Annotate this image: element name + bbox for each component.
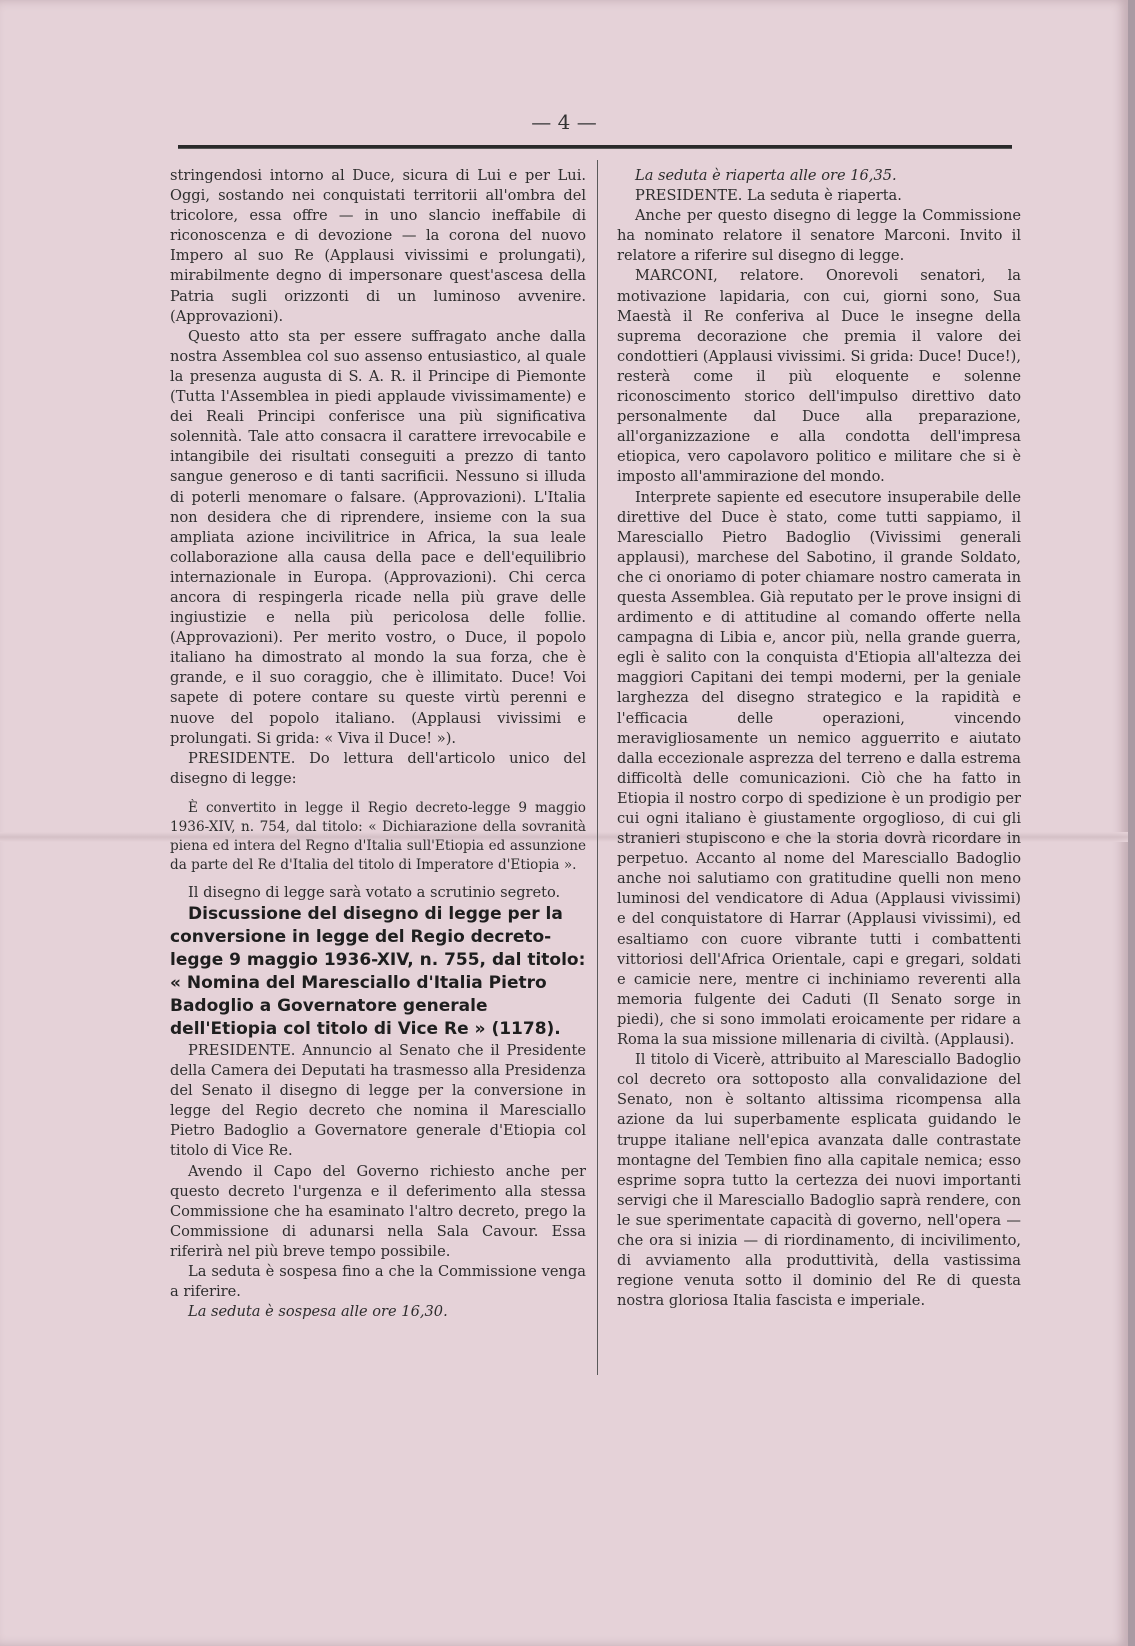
paragraph: La seduta è sospesa fino a che la Commissione venga a riferire.	[170, 1263, 586, 1301]
article-quote: È convertito in legge il Regio decreto-legge 9 maggio 1936-XIV, n. 754, dal titolo: « Dichiarazione della sovranità piena ed intera del Regno d'Italia sull'Etiopia ed assunzione da parte del Re d'Italia del titolo di Imperatore d'Etiopia ».	[170, 799, 586, 873]
left-column	[170, 166, 586, 1322]
paragraph: PRESIDENTE. Do lettura dell'articolo unico del disegno di legge:	[170, 749, 586, 787]
paragraph: stringendosi intorno al Duce, sicura di Lui e per Lui. Oggi, sostando nei conquistati territorii all'ombra del tricolore, essa offre — in uno slancio ineffabile di riconoscenza e di devozione — la corona del nuovo Impero al suo Re (Applausi vivissimi e prolungati), mirabilmente degno di impersonare quest'ascesa della Patria sugli orizzonti di un luminoso avvenire. (Approvazioni).	[170, 167, 586, 325]
page-number: — 4 —	[531, 110, 597, 134]
paragraph: Anche per questo disegno di legge la Commissione ha nominato relatore il senatore Marconi. Invito il relatore a riferire sul disegno di legge.	[617, 207, 1021, 265]
header-rule	[178, 145, 1012, 149]
paragraph: MARCONI, relatore. Onorevoli senatori, la motivazione lapidaria, con cui, giorni sono, Sua Maestà il Re conferiva al Duce le insegne della suprema decorazione che premia il valore dei condottieri (Applausi vivissimi. Si grida: Duce! Duce!), resterà come il più eloquente e solenne riconoscimento storico dell'impulso direttivo dato personalmente dal Duce alla preparazione, all'organizzazione e alla condotta dell'impresa etiopica, vero capolavoro politico e militare che si è imposto all'ammirazione del mondo.	[617, 267, 1021, 486]
paragraph: Avendo il Capo del Governo richiesto anche per questo decreto l'urgenza e il deferimento alla stessa Commissione che ha esaminato l'altro decreto, prego la Commissione di adunarsi nella Sala Cavour. Essa riferirà nel più breve tempo possibile.	[170, 1162, 586, 1260]
column-divider	[597, 160, 598, 1375]
section-heading: Discussione del disegno di legge per la conversione in legge del Regio decreto-legge 9 maggio 1936-XIV, n. 755, dal titolo: « Nomina del Maresciallo d'Italia Pietro Badoglio a Governatore generale dell'Etiopia col titolo di Vice Re » (1178).	[170, 904, 586, 1039]
paragraph: Questo atto sta per essere suffragato anche dalla nostra Assemblea col suo assenso entusiastico, al quale la presenza augusta di S. A. R. il Principe di Piemonte (Tutta l'Assemblea in piedi applaude vivissimamente) e dei Reali Principi conferisce una più significativa solennità. Tale atto consacra il carattere irrevocabile e intangibile dei risultati conseguiti a prezzo di tanto sangue generoso e di tanti sacrificii. Nessuno si illuda di poterli menomare o falsare. (Approvazioni). L'Italia non desidera che di riprendere, insieme con la sua ampliata azione incivilitrice in Africa, la sua leale collaborazione alla causa della pace e dell'equilibrio internazionale in Europa. (Approvazioni). Chi cerca ancora di respingerla ricade nella più grave delle ingiustizie e nella più pericolosa delle follie. (Approvazioni). Per merito vostro, o Duce, il popolo italiano ha dimostrato al mondo la sua forza, che è grande, e il suo coraggio, che è illimitato. Duce! Voi sapete di potere contare su queste virtù perenni e nuove del popolo italiano. (Applausi vivissimi e prolungati. Si grida: « Viva il Duce! »).	[170, 327, 586, 747]
paragraph: Il disegno di legge sarà votato a scrutinio segreto.	[188, 883, 561, 901]
session-note: La seduta è sospesa alle ore 16,30.	[188, 1303, 448, 1321]
paragraph: Il titolo di Vicerè, attribuito al Maresciallo Badoglio col decreto ora sottoposto alla convalidazione del Senato, non è soltanto altissima ricompensa alla azione da lui superbamente esplicata guidando le truppe italiane nell'epica avanzata dalle contrastate montagne del Tembien fino alla capitale nemica; esso esprime sopra tutto la certezza dei nuovi importanti servigi che il Maresciallo Badoglio saprà rendere, con le sue sperimentate capacità di governo, nell'opera — che ora si inizia — di riordinamento, di incivilimento, di avviamento alla produttività, della vastissima regione venuta sotto il dominio del Re di questa nostra gloriosa Italia fascista e imperiale.	[617, 1051, 1021, 1310]
right-column	[617, 166, 1021, 1311]
session-note: La seduta è riaperta alle ore 16,35.	[635, 167, 897, 184]
paragraph: Interprete sapiente ed esecutore insuperabile delle direttive del Duce è stato, come tutti sappiamo, il Maresciallo Pietro Badoglio (Vivissimi generali applausi), marchese del Sabotino, il grande Soldato, che ci onoriamo di poter chiamare nostro camerata in questa Assemblea. Già reputato per le prove insigni di ardimento e di attitudine al comando offerte nella campagna di Libia e, ancor più, nella grande guerra, egli è salito con la conquista d'Etiopia all'altezza dei maggiori Capitani dei tempi moderni, per la geniale larghezza del disegno strategico e la rapidità e l'efficacia delle operazioni, vincendo meravigliosamente un nemico agguerrito e aiutato dalla eccezionale asprezza del terreno e dalla estrema difficoltà delle comunicazioni. Ciò che ha fatto in Etiopia il nostro corpo di spedizione è un prodigio per cui ogni italiano è giustamente orgoglioso, di cui gli stranieri stupiscono e che la storia dovrà ricordare in perpetuo. Accanto al nome del Maresciallo Badoglio anche noi salutiamo con gratitudine quelli non meno luminosi del vendicatore di Adua (Applausi vivissimi) e del conquistatore di Harrar (Applausi vivissimi), ed esaltiamo con cuore vibrante tutti i combattenti vittoriosi dell'Africa Orientale, capi e gregari, soldati e camicie nere, mentre ci inchiniamo reverenti alla memoria fulgente dei Caduti (Il Senato sorge in piedi), che si sono immolati eroicamente per ridare a Roma la sua missione millenaria di civiltà. (Applausi).	[617, 488, 1021, 1049]
paragraph: PRESIDENTE. La seduta è riaperta.	[635, 187, 902, 205]
paragraph: PRESIDENTE. Annuncio al Senato che il Presidente della Camera dei Deputati ha trasmesso alla Presidenza del Senato il disegno di legge per la conversione in legge del Regio decreto che nomina il Maresciallo Pietro Badoglio a Governatore generale d'Etiopia col titolo di Vice Re.	[170, 1042, 586, 1160]
